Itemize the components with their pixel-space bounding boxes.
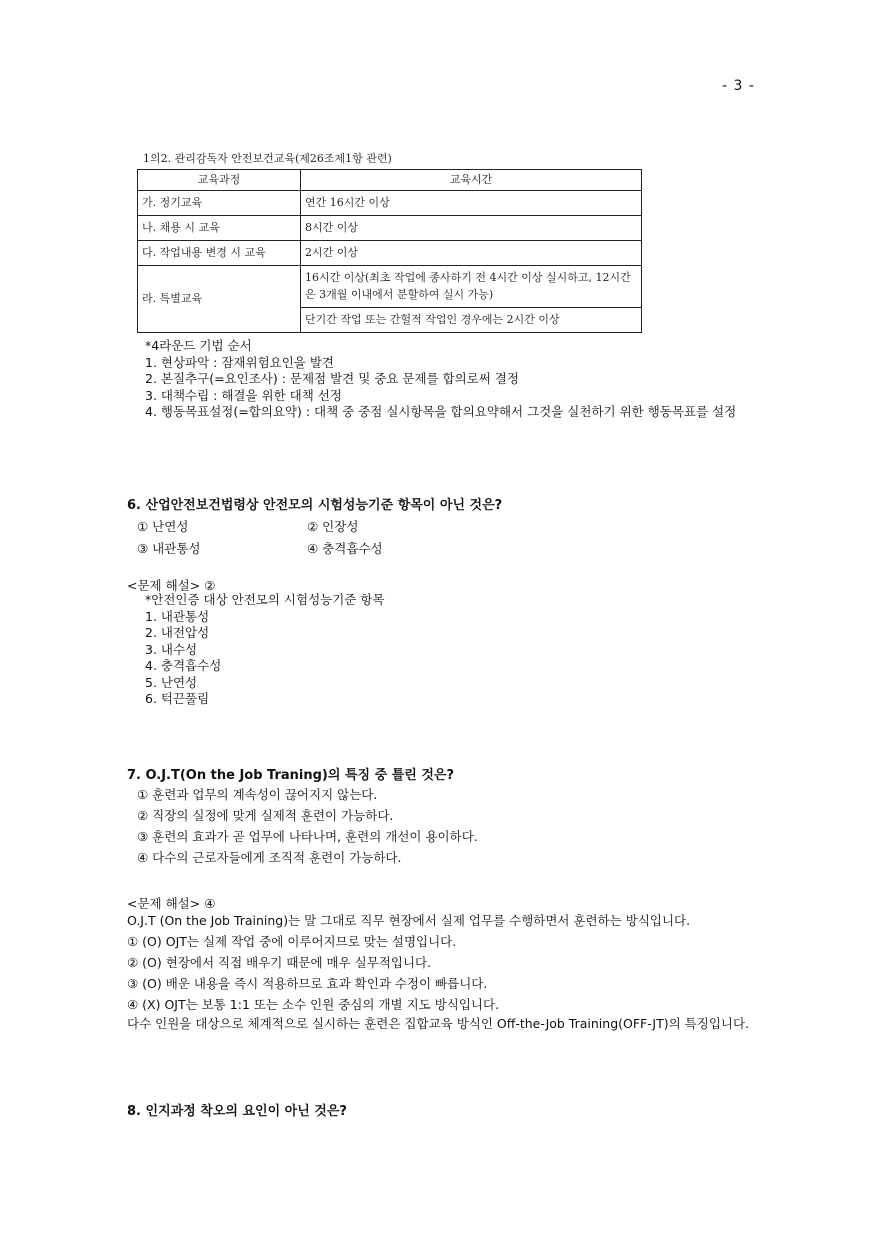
q6-explanation xyxy=(145,592,385,708)
page-number: - 3 - xyxy=(722,78,755,94)
option: ② 인장성 xyxy=(307,519,359,534)
table-header: 교육시간 xyxy=(301,170,642,191)
q7-explanation xyxy=(127,910,765,1032)
answer-label: <문제 해설> ④ xyxy=(127,896,216,911)
list-item: 3. 내수성 xyxy=(145,641,198,657)
four-round-title: *4라운드 기법 순서 xyxy=(145,338,252,353)
list-item: 1. 내관통성 xyxy=(145,608,210,624)
question-6: 6. 산업안전보건법령상 안전모의 시험성능기준 항목이 아닌 것은? xyxy=(127,498,503,513)
answer-label: <문제 해설> ② xyxy=(127,578,216,593)
table-caption: 1의2. 관리감독자 안전보건교육(제26조제1항 관련) xyxy=(143,152,392,165)
list-item: 3. 대책수립 : 해결을 위한 대책 선정 xyxy=(145,387,342,403)
table-header: 교육과정 xyxy=(138,170,301,191)
explanation-line: 다수 인원을 대상으로 체계적으로 실시하는 훈련은 집합교육 방식인 Off-the-Job Training(OFF-JT)의 특징입니다. xyxy=(127,1016,750,1031)
table-cell: 나. 채용 시 교육 xyxy=(138,215,301,240)
table-cell: 가. 정기교육 xyxy=(138,190,301,215)
table-cell: 16시간 이상(최초 작업에 종사하기 전 4시간 이상 실시하고, 12시간은 3개월 이내에서 분할하여 실시 가능) xyxy=(301,265,642,307)
table-cell: 2시간 이상 xyxy=(301,240,642,265)
table-cell: 단기간 작업 또는 간헐적 작업인 경우에는 2시간 이상 xyxy=(301,307,642,332)
table-cell: 다. 작업내용 변경 시 교육 xyxy=(138,240,301,265)
option: ① 훈련과 업무의 계속성이 끊어지지 않는다. xyxy=(137,787,378,802)
explanation-line: ① (O) OJT는 실제 작업 중에 이루어지므로 맞는 설명입니다. xyxy=(127,934,457,949)
option: ③ 내관통성 xyxy=(137,541,201,556)
table-cell: 8시간 이상 xyxy=(301,215,642,240)
option: ③ 훈련의 효과가 곧 업무에 나타나며, 훈련의 개선이 용이하다. xyxy=(137,829,478,844)
option: ① 난연성 xyxy=(137,519,189,534)
explanation-line: ③ (O) 배운 내용을 즉시 적용하므로 효과 확인과 수정이 빠릅니다. xyxy=(127,976,488,991)
option: ② 직장의 실정에 맞게 실제적 훈련이 가능하다. xyxy=(137,808,394,823)
education-table xyxy=(137,169,642,333)
table-cell: 라. 특별교육 xyxy=(138,265,301,332)
option: ④ 다수의 근로자들에게 조직적 훈련이 가능하다. xyxy=(137,850,402,865)
list-item: 6. 턱끈풀림 xyxy=(145,691,210,706)
question-7: 7. O.J.T(On the Job Traning)의 특징 중 틀린 것은? xyxy=(127,768,454,783)
list-item: 2. 본질추구(=요인조사) : 문제점 발견 및 중요 문제를 합의로써 결정 xyxy=(145,371,520,386)
explanation-line: O.J.T (On the Job Training)는 말 그대로 직무 현장에서 실제 업무를 수행하면서 훈련하는 방식입니다. xyxy=(127,913,691,928)
four-round-section xyxy=(145,338,765,421)
list-item: 5. 난연성 xyxy=(145,674,198,690)
list-item: 1. 현상파악 : 잠재위험요인을 발견 xyxy=(145,354,335,370)
explanation-line: ② (O) 현장에서 직접 배우기 때문에 매우 실무적입니다. xyxy=(127,955,432,970)
q7-options xyxy=(137,784,478,868)
list-item: 2. 내전압성 xyxy=(145,625,210,640)
list-item: 4. 행동목표설정(=합의요약) : 대책 중 중점 실시항목을 합의요약해서 그것을 실천하기 위한 행동목표를 설정 xyxy=(145,404,737,419)
explanation-line: ④ (X) OJT는 보통 1:1 또는 소수 인원 중심의 개별 지도 방식입니다. xyxy=(127,997,500,1012)
table-cell: 연간 16시간 이상 xyxy=(301,190,642,215)
question-8: 8. 인지과정 착오의 요인이 아닌 것은? xyxy=(127,1104,347,1119)
list-item: 4. 충격흡수성 xyxy=(145,658,222,673)
option: ④ 충격흡수성 xyxy=(307,541,383,556)
explanation-title: *안전인증 대상 안전모의 시험성능기준 항목 xyxy=(145,592,385,607)
